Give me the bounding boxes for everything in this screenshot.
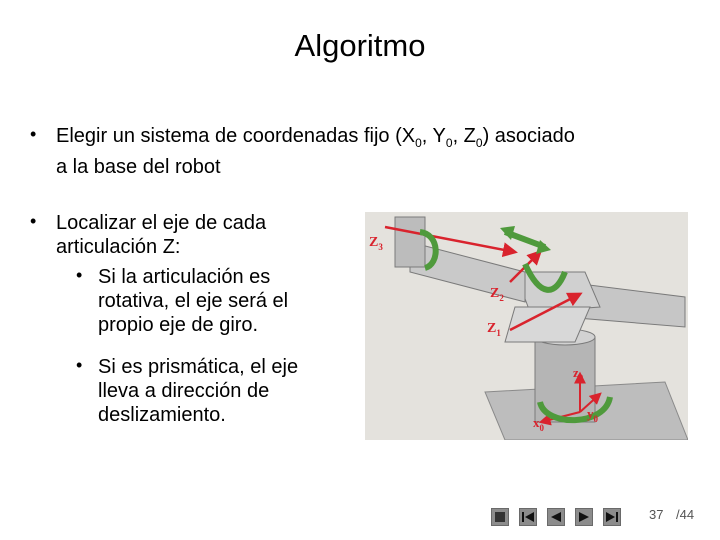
sub-bullet-rotational bbox=[98, 265, 348, 337]
bullet1-text-d: ) asociado bbox=[482, 125, 575, 147]
triangle-right-icon bbox=[576, 509, 592, 525]
subscript-x: 0 bbox=[415, 136, 422, 150]
sub-bullet-marker: • bbox=[76, 265, 83, 285]
go-to-end-button[interactable] bbox=[603, 508, 621, 526]
sub2-line3: deslizamiento. bbox=[98, 404, 226, 426]
label-z2: $Z_2$ bbox=[490, 286, 504, 303]
sub1-line2: rotativa, el eje será el bbox=[98, 290, 289, 312]
label-z0: $z_0$ bbox=[573, 365, 584, 383]
go-to-start-button[interactable] bbox=[519, 508, 537, 526]
first-slide-button[interactable] bbox=[491, 508, 509, 526]
bullet-marker: • bbox=[30, 211, 37, 231]
robot-arm-figure bbox=[365, 212, 688, 440]
sub1-line1: Si la articulación es bbox=[98, 266, 271, 288]
sub-bullet-marker: • bbox=[76, 355, 83, 375]
slide-title: Algoritmo bbox=[294, 28, 426, 63]
triangle-left-icon bbox=[548, 509, 564, 525]
robot-wrist bbox=[395, 217, 425, 267]
bullet2-line2: articulación Z: bbox=[56, 236, 181, 258]
page-total: /44 bbox=[676, 507, 695, 522]
bullet-coordinate-system bbox=[56, 124, 696, 179]
bullet1-text-a: Elegir un sistema de coordenadas fijo (X bbox=[56, 125, 416, 147]
bullet-marker: • bbox=[30, 124, 37, 144]
robot-arm-illustration bbox=[365, 212, 688, 440]
square-icon bbox=[492, 509, 508, 525]
bullet1-text-b: , Y bbox=[421, 125, 446, 147]
sub2-line2: lleva a dirección de bbox=[98, 380, 270, 402]
sub-bullet-prismatic bbox=[98, 355, 348, 427]
bullet-locate-axis bbox=[56, 211, 356, 259]
label-x0: $x_0$ bbox=[533, 415, 544, 433]
page-current: 37 bbox=[649, 507, 664, 522]
label-z3: $Z_3$ bbox=[369, 235, 383, 252]
sub2-line1: Si es prismática, el eje bbox=[98, 356, 299, 378]
subscript-z: 0 bbox=[475, 136, 483, 150]
next-slide-button[interactable] bbox=[575, 508, 593, 526]
bullet1-text-c: , Z bbox=[452, 125, 476, 147]
skip-back-icon bbox=[520, 509, 536, 525]
subscript-y: 0 bbox=[445, 136, 453, 150]
robot-prismatic-link bbox=[505, 307, 590, 342]
sub1-line3: propio eje de giro. bbox=[98, 314, 259, 336]
previous-slide-button[interactable] bbox=[547, 508, 565, 526]
bullet1-line2: a la base del robot bbox=[56, 156, 221, 178]
bullet2-line1: Localizar el eje de cada bbox=[56, 212, 267, 234]
label-z1: $Z_1$ bbox=[487, 321, 501, 338]
skip-forward-icon bbox=[604, 509, 620, 525]
label-y0: $y_0$ bbox=[587, 406, 598, 424]
